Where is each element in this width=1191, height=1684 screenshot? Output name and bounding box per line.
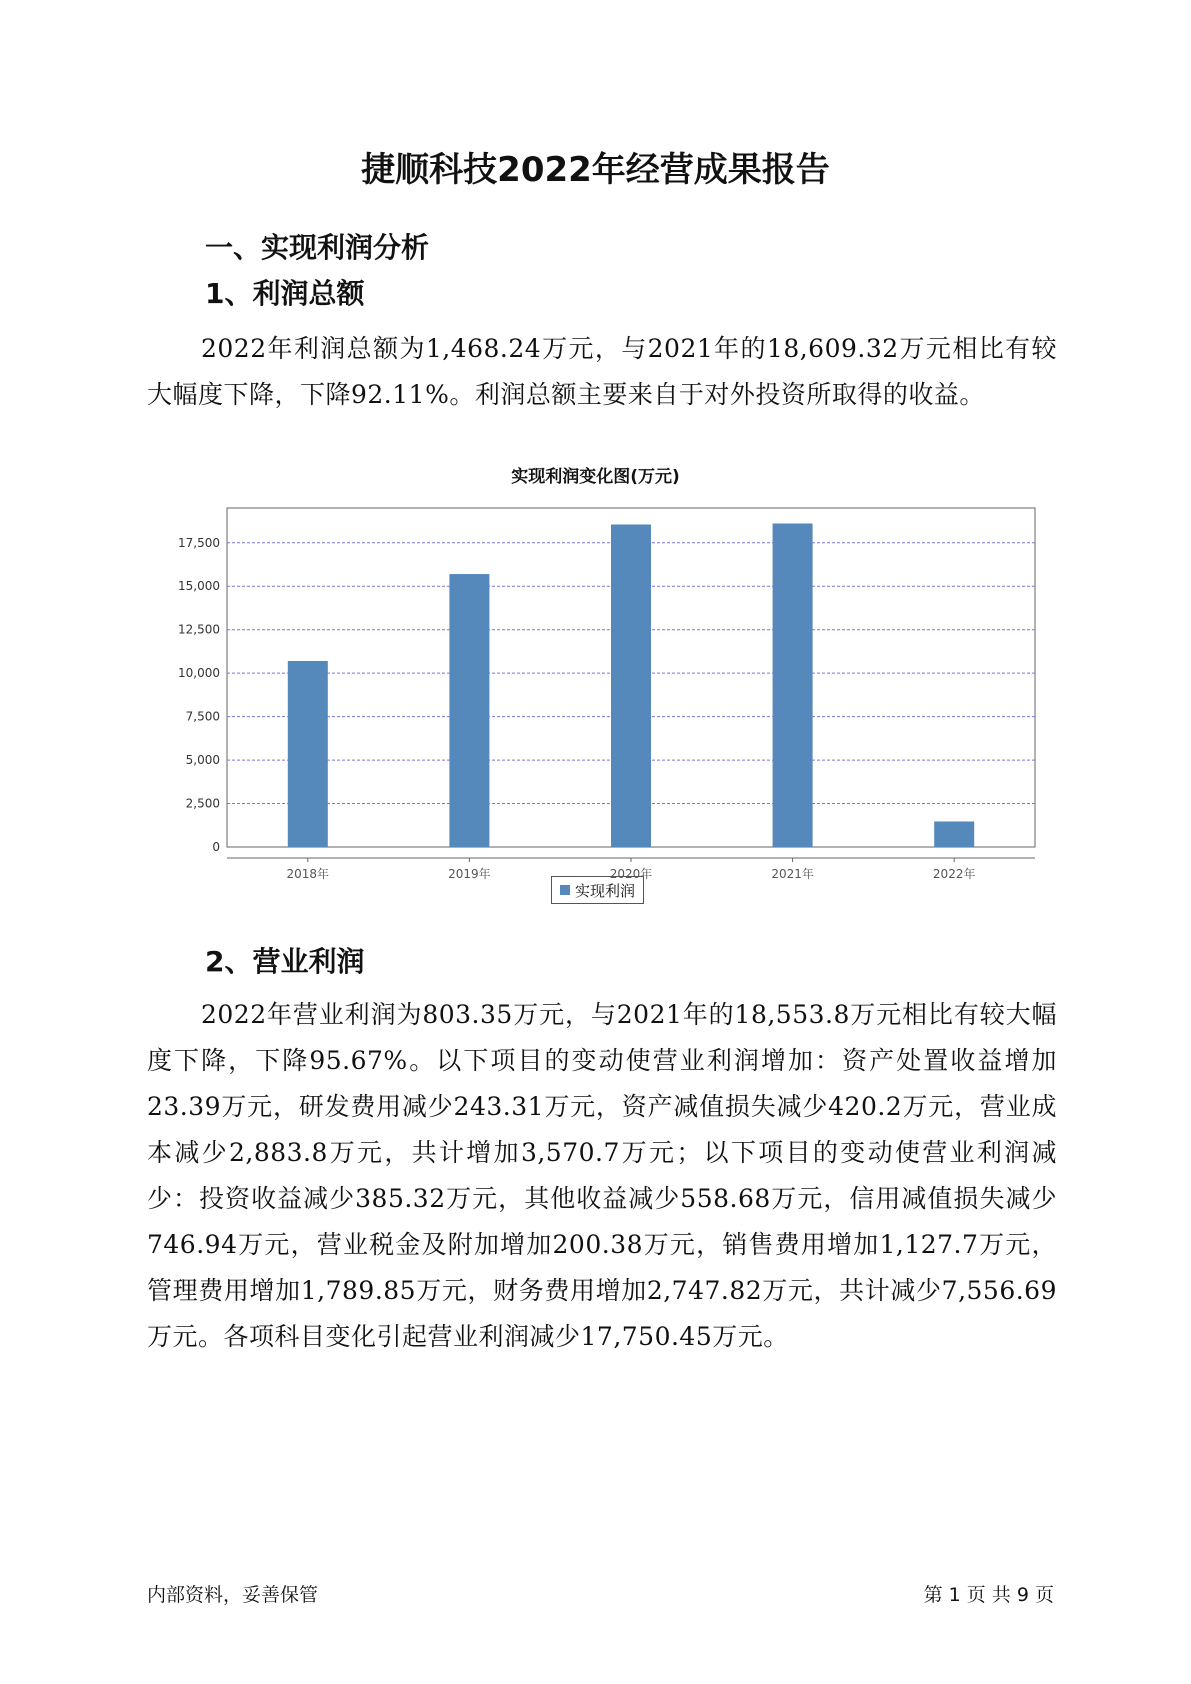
bar-2022年	[934, 821, 974, 847]
y-tick-label: 12,500	[178, 622, 220, 637]
subsection-heading-total-profit: 1、利润总额	[205, 277, 365, 310]
bar-2018年	[288, 661, 328, 847]
section-heading-profit-analysis: 一、实现利润分析	[205, 231, 430, 264]
x-tick-label: 2018年	[286, 867, 330, 881]
paragraph-total-profit: 2022年利润总额为1,468.24万元，与2021年的18,609.32万元相比有较大幅度下降，下降92.11%。利润总额主要来自于对外投资所取得的收益。	[147, 334, 1057, 409]
subsection-heading-operating-profit: 2、营业利润	[205, 945, 365, 978]
y-tick-label: 10,000	[178, 666, 220, 681]
bar-2020年	[611, 525, 651, 847]
y-tick-label: 0	[212, 840, 220, 854]
chart-legend	[551, 876, 644, 904]
y-tick-label: 15,000	[178, 579, 220, 594]
x-tick-label: 2020年	[609, 867, 653, 881]
document-title: 捷顺科技2022年经营成果报告	[361, 150, 830, 190]
y-tick-label: 2,500	[185, 796, 220, 811]
y-tick-label: 5,000	[185, 753, 220, 768]
chart-title: 实现利润变化图(万元)	[511, 467, 680, 487]
bar-2019年	[449, 574, 489, 847]
bar-2021年	[773, 523, 813, 847]
x-tick-label: 2019年	[448, 867, 491, 881]
paragraph-operating-profit: 2022年营业利润为803.35万元，与2021年的18,553.8万元相比有较大幅度下降，下降95.67%。以下项目的变动使营业利润增加：资产处置收益增加23.39万元，研发费用减少243.31万元，资产减值损失减少420.2万元，营业成本减少2,883.8万元，共计增加3,570.7万元；以下项目的变动使营业利润减少：投资收益减少385.32万元，其他收益减少558.68万元，信用减值损失减少746.94万元，营业税金及附加增加200.38万元，销售费用增加1,127.7万元，管理费用增加1,789.85万元，财务费用增加2,747.82万元，共计减少7,556.69万元。各项科目变化引起营业利润减少17,750.45万元。	[147, 1000, 1057, 1351]
x-tick-label: 2021年	[771, 867, 814, 881]
legend-label: 实现利润	[575, 881, 636, 900]
footer-confidential-note: 内部资料，妥善保管	[147, 1584, 319, 1606]
legend-swatch	[560, 885, 570, 895]
footer-page-number: 第 1 页 共 9 页	[923, 1584, 1054, 1606]
y-tick-label: 17,500	[178, 535, 220, 550]
y-tick-label: 7,500	[185, 709, 220, 724]
profit-bar-chart	[150, 490, 1050, 890]
x-tick-label: 2022年	[932, 867, 976, 881]
